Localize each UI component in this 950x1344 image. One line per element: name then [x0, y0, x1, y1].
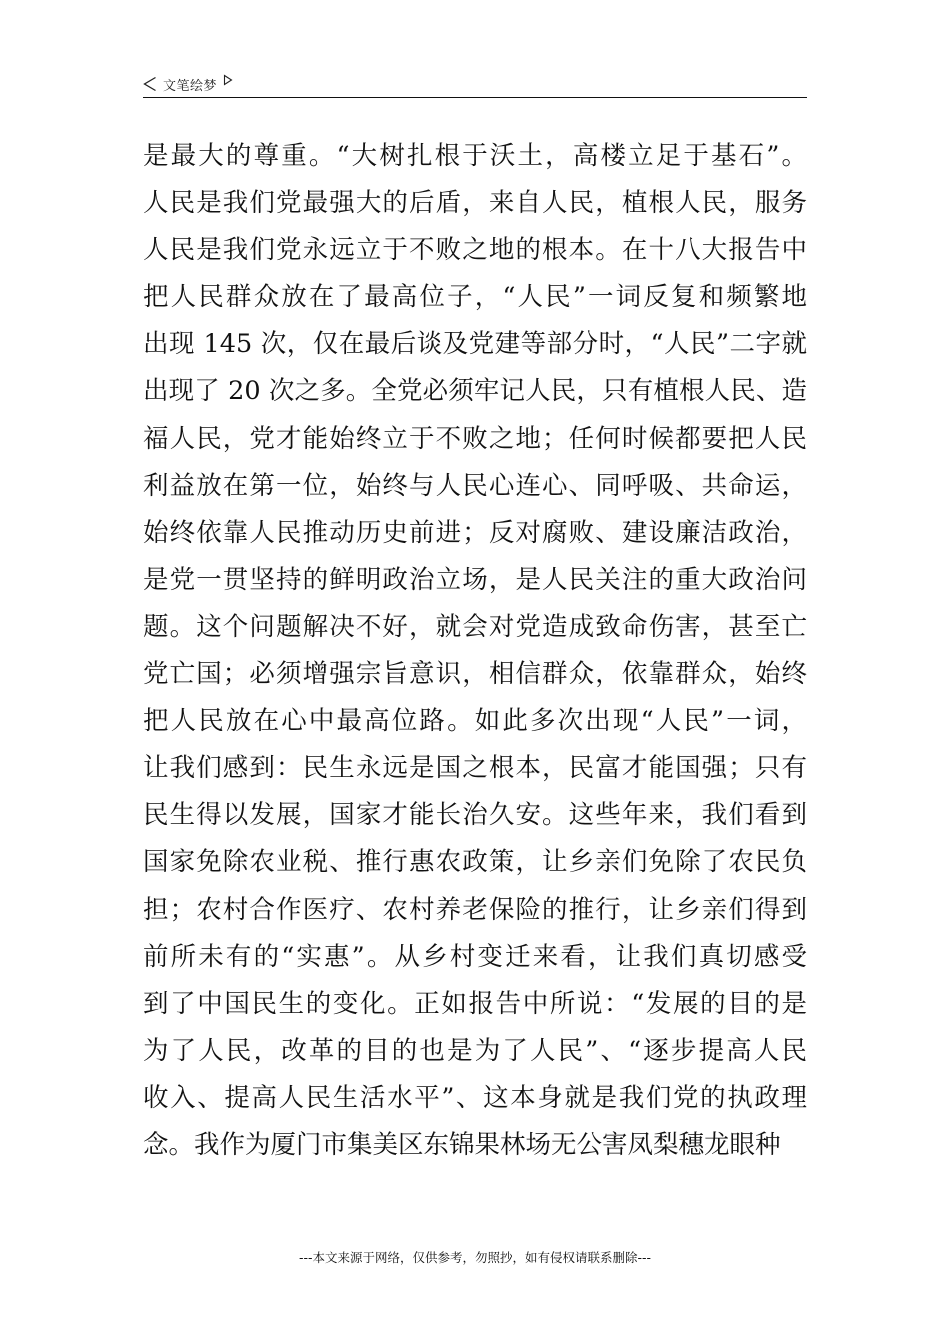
body-line: 是最大的尊重。“大树扎根于沃土，高楼立足于基石”。	[143, 141, 807, 171]
body-line: 为了人民，改革的目的也是为了人民”、“逐步提高人民	[143, 1035, 807, 1066]
body-line: 把人民群众放在了最高位子，“人民”一词反复和频繁地	[143, 282, 807, 313]
body-line: 人民是我们党最强大的后盾，来自人民，植根人民，服务	[143, 188, 807, 219]
body-line: 担；农村合作医疗、农村养老保险的推行，让乡亲们得到	[143, 894, 807, 925]
header-title: 文笔绘梦	[163, 78, 218, 94]
triangle-left-icon	[143, 76, 157, 92]
body-line: 出现 145 次，仅在最后谈及党建等部分时，“人民”二字就	[143, 329, 807, 360]
page-header	[143, 71, 807, 98]
body-line: 让我们感到：民生永远是国之根本，民富才能国强；只有	[143, 753, 807, 784]
body-line: 民生得以发展，国家才能长治久安。这些年来，我们看到	[143, 800, 807, 831]
body-line: 福人民，党才能始终立于不败之地；任何时候都要把人民	[143, 423, 807, 454]
body-line: 始终依靠人民推动历史前进；反对腐败、建设廉洁政治，	[143, 517, 807, 548]
body-line: 把人民放在心中最高位路。如此多次出现“人民”一词，	[143, 706, 807, 737]
body-line: 收入、提高人民生活水平”、这本身就是我们党的执政理	[143, 1082, 807, 1113]
body-line: 念。我作为厦门市集美区东锦果林场无公害凤梨穗龙眼种	[143, 1129, 781, 1160]
body-line: 国家免除农业税、推行惠农政策，让乡亲们免除了农民负	[143, 847, 807, 878]
body-line: 题。这个问题解决不好，就会对党造成致命伤害，甚至亡	[143, 611, 807, 642]
body-line: 是党一贯坚持的鲜明政治立场，是人民关注的重大政治问	[143, 564, 807, 595]
body-line: 到了中国民生的变化。正如报告中所说：“发展的目的是	[143, 988, 807, 1019]
header-brand	[143, 71, 233, 97]
body-text	[143, 133, 807, 1169]
triangle-right-icon	[223, 74, 233, 86]
footer-disclaimer: ---本文来源于网络，仅供参考，勿照抄，如有侵权请联系删除---	[298, 1250, 652, 1265]
body-line: 前所未有的“实惠”。从乡村变迁来看，让我们真切感受	[143, 941, 807, 972]
body-line: 利益放在第一位，始终与人民心连心、同呼吸、共命运，	[143, 470, 807, 501]
body-line: 党亡国；必须增强宗旨意识，相信群众，依靠群众，始终	[143, 659, 807, 690]
body-line: 人民是我们党永远立于不败之地的根本。在十八大报告中	[143, 235, 807, 266]
body-line: 出现了 20 次之多。全党必须牢记人民，只有植根人民、造	[143, 376, 807, 407]
